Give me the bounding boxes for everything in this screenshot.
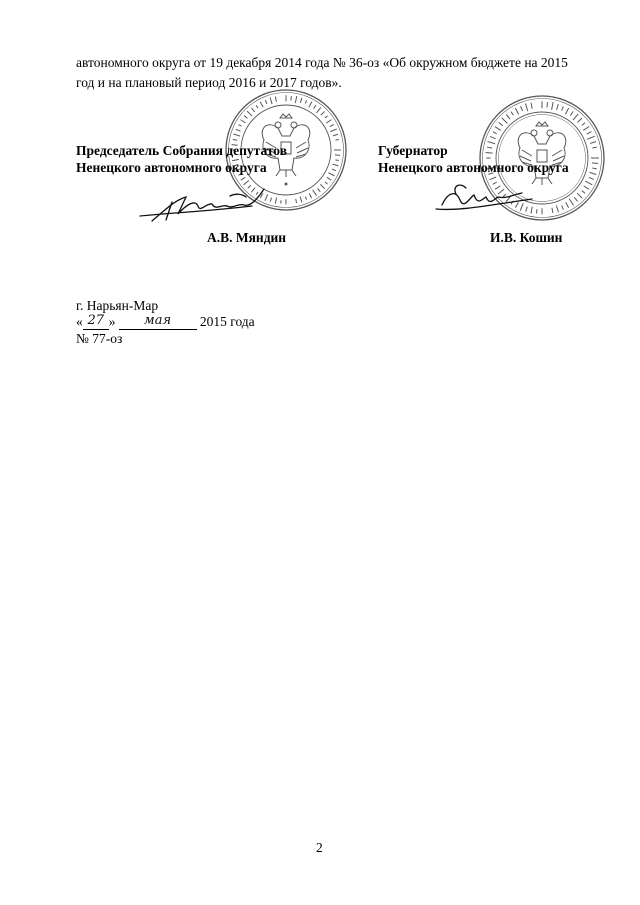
page-number: 2	[316, 840, 323, 855]
seal-lettering-mark	[275, 97, 276, 102]
seal-lettering-mark	[233, 139, 237, 140]
seal-lettering-mark	[526, 207, 528, 212]
seal-lettering-mark	[582, 123, 585, 126]
seal-lettering-mark	[587, 136, 594, 139]
seal-lettering-mark	[499, 122, 503, 125]
seal-lettering-mark	[320, 184, 324, 188]
seal-lettering-mark	[300, 197, 302, 203]
seal-lettering-mark	[584, 186, 589, 189]
seal-lettering-mark	[295, 96, 296, 103]
seal-lettering-mark	[325, 116, 328, 118]
seal-lettering-mark	[256, 192, 258, 195]
place-of-signing: г. Нарьян-Мар	[76, 298, 159, 313]
date-year: 2015 года	[199, 314, 255, 329]
seal-lettering-mark	[515, 202, 518, 207]
seal-lettering-mark	[251, 188, 255, 193]
seal-lettering-mark	[525, 103, 527, 111]
seal-lettering-mark	[256, 105, 258, 108]
seal-lettering-mark	[589, 177, 594, 179]
seal-lettering-mark	[265, 194, 268, 200]
seal-lettering-mark	[487, 141, 495, 143]
official-seal-right	[480, 96, 604, 220]
seal-lettering-mark	[305, 197, 306, 200]
document-number: № 77-оз	[76, 331, 123, 346]
signatory-right-title: Губернатор	[378, 143, 448, 158]
seal-lettering-mark	[333, 134, 338, 136]
seal-lettering-mark	[589, 172, 596, 174]
seal-lettering-mark	[547, 102, 548, 107]
seal-lettering-mark	[562, 106, 564, 110]
seal-lettering-mark	[574, 197, 577, 201]
seal-lettering-mark	[493, 132, 497, 134]
seal-lettering-mark	[562, 205, 564, 209]
seal-lettering-mark	[325, 182, 328, 184]
seal-lettering-mark	[592, 163, 598, 164]
seal-lettering-mark	[573, 114, 578, 120]
seal-lettering-mark	[233, 134, 240, 136]
seal-lettering-mark	[570, 111, 573, 115]
seal-lettering-mark	[585, 181, 592, 185]
seal-inner-ring-thin	[499, 115, 586, 202]
date-day-field	[83, 315, 109, 330]
seal-lettering-mark	[498, 189, 504, 194]
signatory-left-name: А.В. Мяндин	[207, 230, 287, 245]
seal-lettering-mark	[296, 199, 297, 203]
seal-lettering-mark	[521, 106, 523, 111]
seal-lettering-mark	[577, 193, 582, 198]
seal-lettering-mark	[321, 112, 325, 116]
body-line-1: автономного округа от 19 декабря 2014 года № 36-оз «Об окружном бюджете на 2015	[76, 55, 568, 70]
seal-lettering-mark	[244, 116, 247, 119]
seal-lettering-mark	[251, 108, 254, 112]
seal-lettering-mark	[330, 129, 336, 132]
seal-lettering-mark	[313, 190, 317, 196]
signatory-left-title: Председатель Собрания депутатов	[76, 143, 288, 158]
seal-lettering-mark	[495, 186, 500, 189]
seal-lettering-mark	[330, 125, 334, 127]
date-month-field	[119, 315, 197, 330]
seal-lettering-mark	[552, 102, 554, 110]
seal-lettering-mark	[486, 152, 493, 153]
date-month-handwritten: мая	[143, 313, 172, 328]
seal-lettering-mark	[565, 108, 568, 114]
seal-lettering-mark	[248, 185, 251, 188]
seal-lettering-mark	[557, 104, 559, 110]
seal-lettering-mark	[495, 127, 501, 131]
seal-lettering-mark	[490, 177, 497, 180]
seal-lettering-mark	[335, 155, 340, 156]
seal-lettering-mark	[333, 164, 339, 166]
seal-lettering-mark	[305, 100, 306, 103]
seal-lettering-mark	[552, 208, 553, 213]
seal-lettering-mark	[493, 182, 497, 184]
seal-outer-ring-thin	[483, 99, 602, 218]
seal-lettering-mark	[309, 193, 311, 198]
seal-lettering-mark	[531, 103, 532, 109]
seal-lettering-mark	[487, 147, 492, 148]
seal-lettering-mark	[236, 129, 241, 131]
seal-lettering-mark	[590, 142, 596, 144]
seal-lettering-mark	[309, 102, 312, 107]
seal-lettering-mark	[326, 120, 331, 123]
seal-lettering-mark	[335, 160, 338, 161]
seal-lettering-mark	[490, 136, 496, 138]
seal-lettering-mark	[587, 132, 592, 135]
seal-lettering-mark	[592, 147, 596, 148]
seal-lettering-mark	[300, 98, 302, 103]
seal-lettering-mark	[515, 108, 518, 114]
seal-lettering-mark	[327, 177, 331, 180]
seal-lettering-mark	[314, 105, 316, 109]
seal-lettering-mark	[531, 207, 532, 214]
seal-lettering-mark	[241, 177, 245, 180]
seal-lettering-mark	[332, 169, 336, 171]
seal-lettering-mark	[318, 189, 321, 192]
seal-lettering-mark	[265, 100, 267, 104]
seal-lettering-mark	[556, 205, 558, 212]
signatory-right-name: И.В. Кошин	[490, 230, 563, 245]
seal-lettering-mark	[502, 118, 508, 124]
seal-lettering-mark	[241, 120, 246, 123]
seal-lettering-mark	[592, 168, 596, 169]
seal-lettering-mark	[583, 127, 589, 131]
seal-lettering-mark	[239, 125, 242, 127]
date-day-handwritten: 27	[87, 313, 105, 328]
signatory-left-org: Ненецкого автономного округа	[76, 160, 267, 175]
seal-lettering-mark	[243, 180, 248, 184]
seal-lettering-mark	[582, 191, 585, 194]
seal-lettering-mark	[569, 199, 573, 206]
seal-lettering-mark	[275, 198, 276, 204]
seal-lettering-mark	[566, 202, 569, 207]
date-line	[76, 314, 255, 330]
seal-lettering-mark	[316, 107, 320, 112]
date-close-quote: »	[108, 314, 116, 329]
seal-lettering-mark	[511, 112, 513, 116]
date-open-quote: «	[76, 314, 83, 329]
body-line-2: год и на плановый период 2016 и 2017 годов».	[76, 75, 342, 90]
seal-lettering-mark	[270, 198, 271, 202]
seal-lettering-mark	[335, 140, 338, 141]
seal-lettering-mark	[328, 173, 334, 176]
seal-lettering-mark	[506, 114, 510, 119]
seal-lettering-mark	[270, 97, 272, 104]
signatory-right-org: Ненецкого автономного округа	[378, 160, 569, 175]
seal-lettering-mark	[247, 111, 252, 116]
seal-lettering-mark	[578, 118, 582, 122]
seal-lettering-mark	[520, 203, 523, 210]
seal-lettering-mark	[260, 102, 263, 107]
